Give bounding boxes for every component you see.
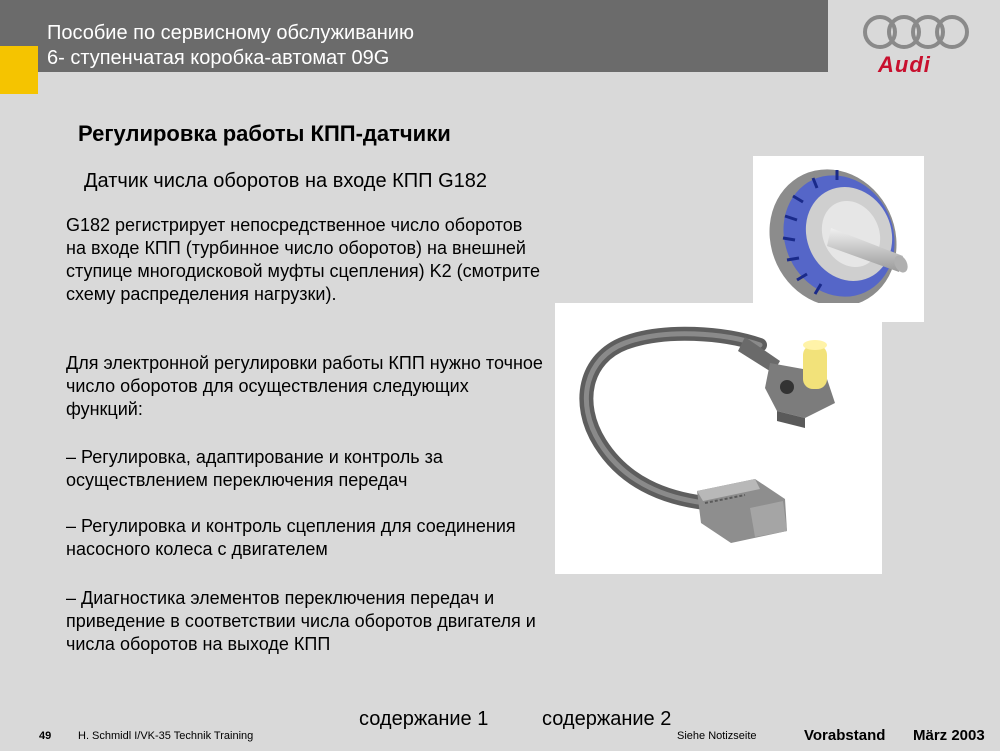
page-title: Регулировка работы КПП-датчики (78, 121, 451, 146)
footer-note: Siehe Notizseite (677, 730, 757, 742)
bullet-3: – Диагностика элементов переключения передач и приведение в соответствии числа оборотов двигателя и числа оборотов на выходе КПП (66, 588, 536, 654)
paragraph-2: Для электронной регулировки работы КПП нужно точное число оборотов для осуществления следующих функций: (66, 353, 543, 419)
turbine-wheel-image (753, 156, 924, 322)
footer-author: H. Schmidl I/VK-35 Technik Training (78, 730, 254, 742)
content-link-2[interactable]: содержание 2 (542, 708, 672, 730)
footer-status: Vorabstand (804, 727, 886, 744)
footer-date: März 2003 (913, 727, 985, 744)
accent-block (0, 46, 38, 94)
content-link-1[interactable]: содержание 1 (359, 708, 489, 730)
header-title-line1: Пособие по сервисному обслуживанию (47, 22, 414, 44)
paragraph-1: G182 регистрирует непосредственное число оборотов на входе КПП (турбинное число оборотов) на внешней ступице многодисковой муфты сцепления) K2 (смотрите схему распределения нагрузки). (66, 215, 541, 304)
section-subtitle: Датчик числа оборотов на входе КПП G182 (84, 170, 488, 192)
bullet-1: – Регулировка, адаптирование и контроль за осуществлением переключения передач (66, 447, 443, 490)
page-number: 49 (39, 730, 52, 742)
speed-sensor-image (555, 303, 882, 574)
audi-logo-text: Audi (878, 52, 931, 77)
bullet-2: – Регулировка и контроль сцепления для соединения насосного колеса с двигателем (66, 516, 516, 559)
header-title-line2: 6- ступенчатая коробка-автомат 09G (47, 47, 390, 69)
